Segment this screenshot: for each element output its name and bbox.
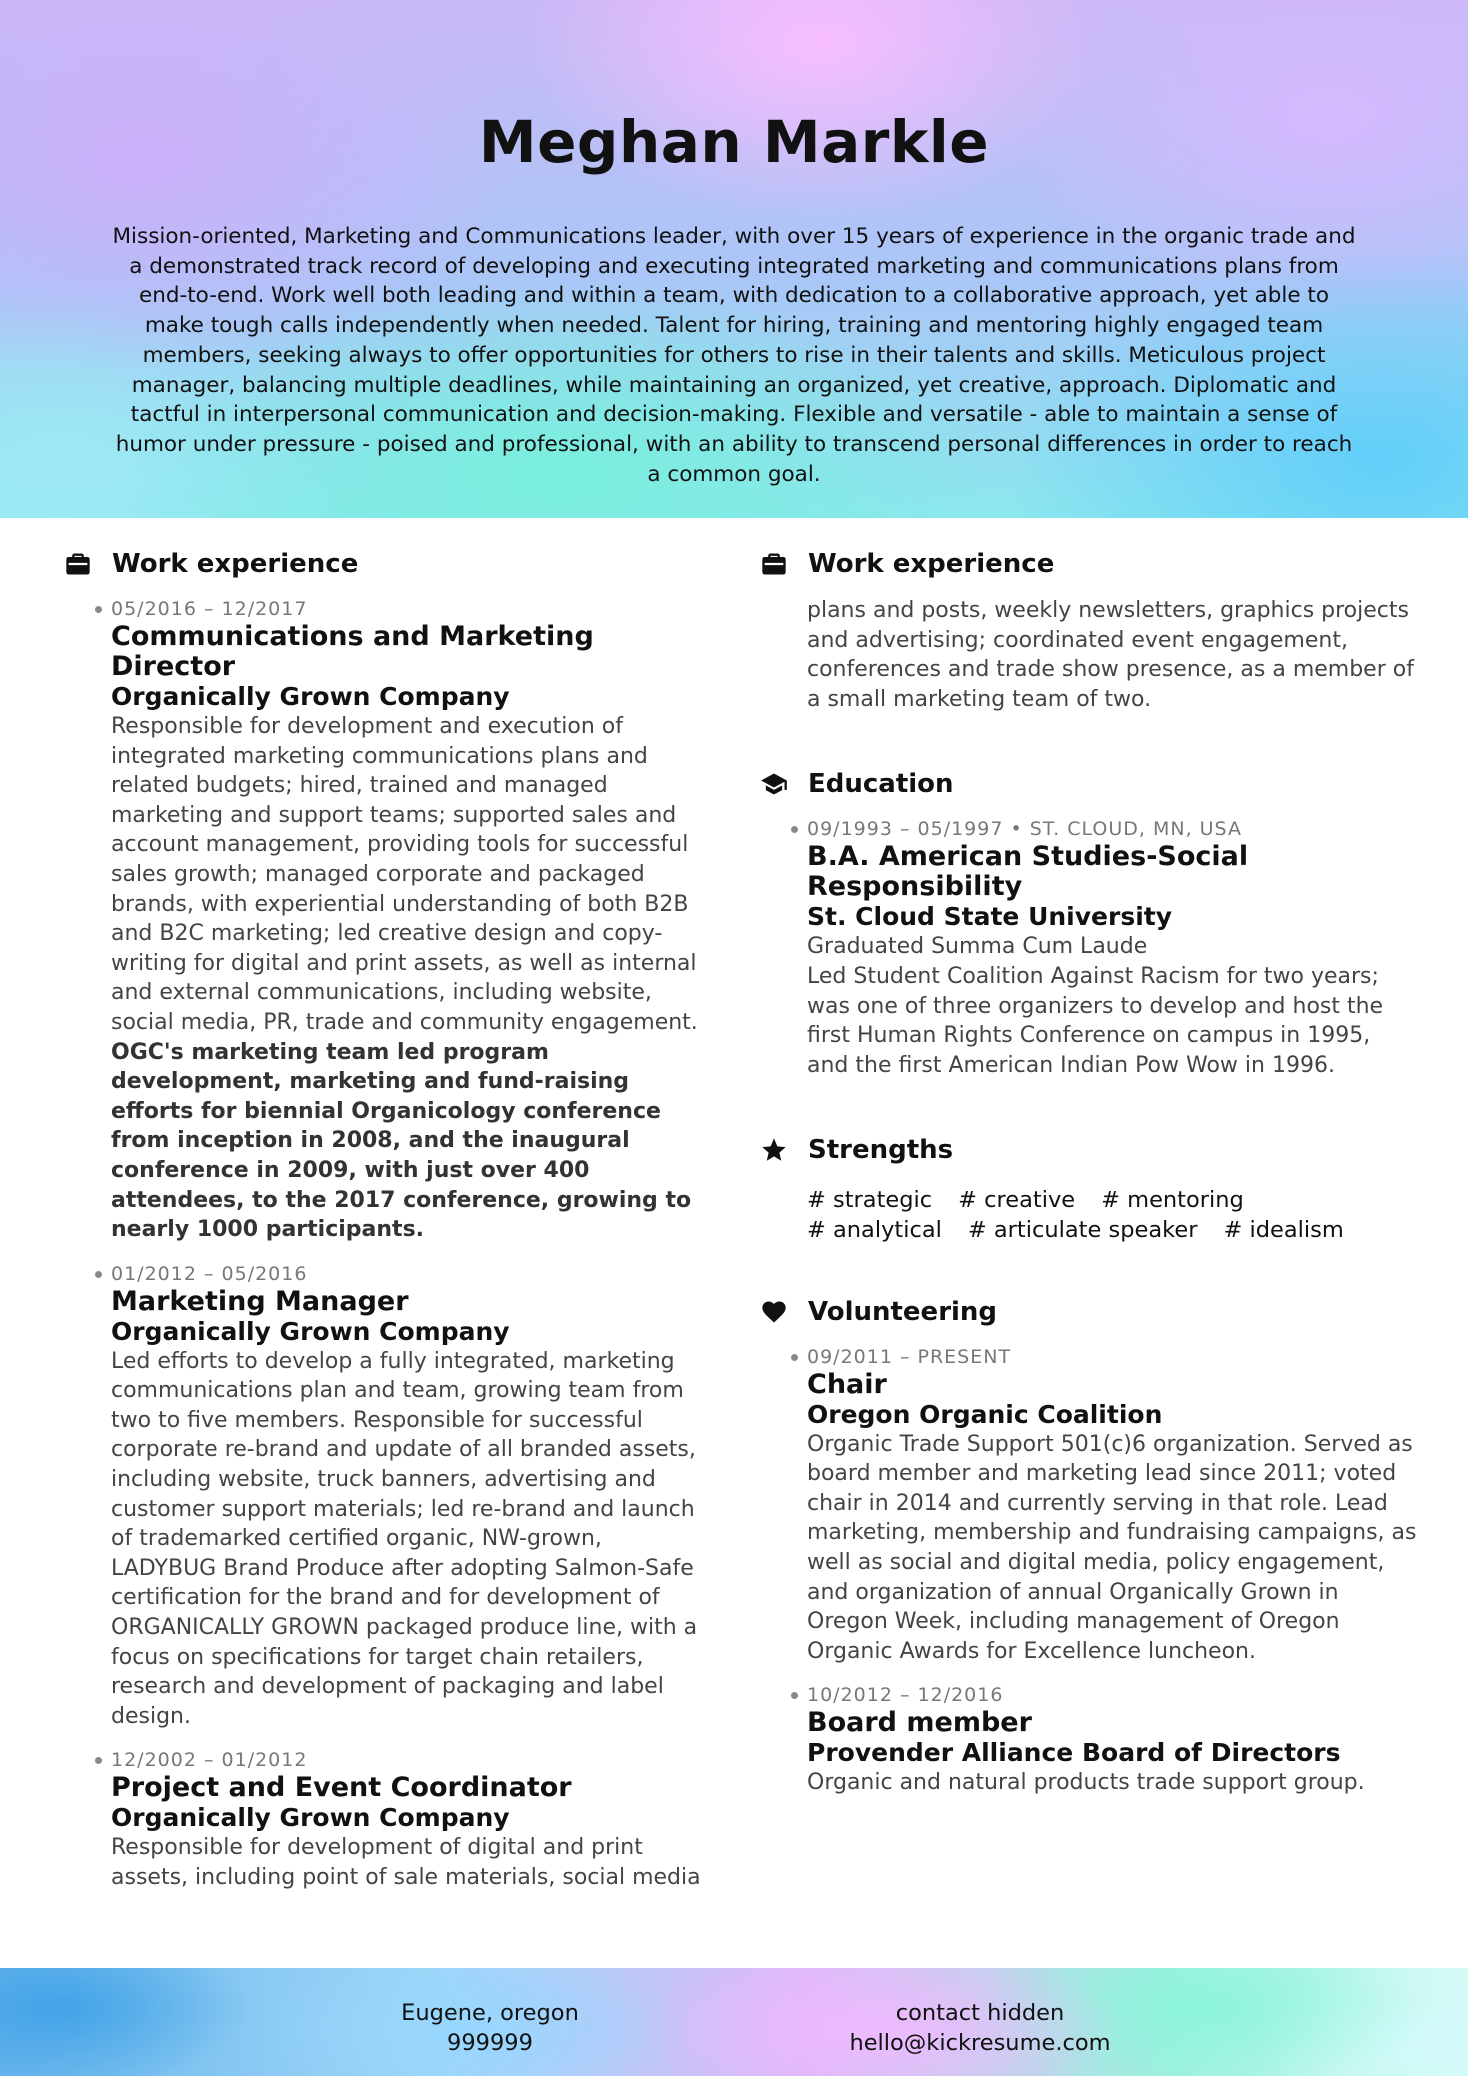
degree-title: B.A. American Studies-Social Responsibility (807, 841, 1249, 903)
resume-footer (0, 1968, 1468, 2076)
volunteering-entry (807, 1344, 1418, 1667)
star-icon (760, 1136, 788, 1164)
section-title: Work experience (112, 549, 359, 579)
left-column (62, 538, 702, 1893)
strength-tag: # idealism (1223, 1216, 1344, 1243)
job-highlight: OGC's marketing team led program development, marketing and fund-raising efforts for biennial Organicology conference from inception in 2008, and the inaugural conference in 2009, with just over 400 attendees, to the 2017 conference, growing to nearly 1000 participants. (111, 1039, 692, 1243)
contact-phone: contact hidden (895, 2000, 1065, 2026)
section-header (758, 1286, 1418, 1338)
strength-row (807, 1186, 1418, 1216)
briefcase-icon (64, 550, 92, 578)
entry-date: 05/2016 – 12/2017 (93, 596, 702, 622)
work-entry (111, 596, 702, 1245)
organization-name: Provender Alliance Board of Directors (807, 1738, 1341, 1768)
profile-summary: Mission-oriented, Marketing and Communications leader, with over 15 years of experience in the organic trade and a demonstrated track record of developing and executing integrated marketing and communications plans from end-to-end. Work well both leading and within a team, with dedication to a collaborative approach, yet able to make tough calls independently when needed. Talent for hiring, training and mentoring highly engaged team members, seeking always to offer opportunities for others to rise in their talents and skills. Meticulous project manager, balancing multiple deadlines, while maintaining an organized, yet creative, approach. Diplomatic and tactful in interpersonal communication and decision-making. Flexible and versatile - able to maintain a sense of humor under pressure - poised and professional, with an ability to transcend personal differences in order to reach a common goal. (112, 224, 1356, 487)
graduation-cap-icon (760, 770, 788, 798)
honors: Graduated Summa Cum Laude (807, 934, 1148, 960)
contact-info (820, 1998, 1140, 2058)
heart-icon (760, 1298, 788, 1326)
strength-tag: # strategic (807, 1187, 933, 1214)
section-title: Education (808, 769, 954, 800)
job-description: Responsible for development and execution of integrated marketing communications plans and related budgets; hired, trained and managed marketing and support teams; supported sales and account management, providing tools for successful sales growth; managed corporate and packaged brands, with experiential understanding of both B2B and B2C marketing; led creative design and copy-writing for digital and print assets, as well as internal and external communications, including website, social media, PR, trade and community engagement. (111, 714, 698, 1035)
role-description: Organic and natural products trade support group. (807, 1770, 1365, 1796)
education-description: Led Student Coalition Against Racism for two years; was one of three organizers to develop and host the first Human Rights Conference on campus in 1995, and the first American Indian Pow Wow in 1996. (807, 963, 1384, 1078)
work-experience-section (62, 538, 702, 1893)
education-section (758, 758, 1418, 1080)
work-experience-continued-section (758, 538, 1418, 714)
strength-tag: # analytical (807, 1216, 942, 1243)
entry-date: 09/2011 – PRESENT (789, 1344, 1418, 1370)
job-description: Responsible for development of digital and print assets, including point of sale materials, social media (111, 1835, 701, 1890)
company-name: Organically Grown Company (111, 1803, 510, 1833)
section-title: Volunteering (808, 1296, 998, 1327)
section-header (758, 1124, 1418, 1176)
strengths-section (758, 1124, 1418, 1245)
strength-tag: # mentoring (1101, 1187, 1244, 1214)
company-name: Organically Grown Company (111, 682, 510, 711)
job-description: plans and posts, weekly newsletters, graphics projects and advertising; coordinated event engagement, conferences and trade show presence, as a member of a small marketing team of two. (807, 598, 1414, 712)
work-entry (111, 1261, 702, 1732)
section-title: Strengths (808, 1135, 954, 1166)
strength-tags (807, 1186, 1418, 1245)
entry-date: 09/1993 – 05/1997 • ST. CLOUD, MN, USA (789, 816, 1418, 842)
job-title: Project and Event Coordinator (111, 1772, 572, 1804)
job-title: Marketing Manager (111, 1285, 409, 1317)
location: Eugene, oregon 999999 (401, 2000, 579, 2056)
role-title: Board member (807, 1707, 1032, 1739)
section-title: Work experience (808, 549, 1055, 579)
section-header (758, 538, 1418, 590)
job-description: Led efforts to develop a fully integrated, marketing communications plan and team, growing team from two to five members. Responsible for successful corporate re-brand and update of all branded assets, including website, truck banners, advertising and customer support materials; led re-brand and launch of trademarked certified organic, NW-grown, LADYBUG Brand Produce after adopting Salmon-Safe certification for the brand and for development of ORGANICALLY GROWN packaged produce line, with a focus on specifications for target chain retailers, research and development of packaging and label design. (111, 1348, 698, 1729)
section-header (758, 758, 1418, 810)
volunteering-section (758, 1286, 1418, 1798)
section-header (62, 538, 702, 590)
right-column (758, 538, 1418, 1798)
entry-date: 10/2012 – 12/2016 (789, 1682, 1418, 1708)
company-name: Organically Grown Company (111, 1316, 510, 1346)
briefcase-icon (760, 550, 788, 578)
role-description: Organic Trade Support 501(c)6 organization. Served as board member and marketing lead since 2011; voted chair in 2014 and currently serving in that role. Lead marketing, membership and fundraising campaigns, as well as social and digital media, policy engagement, and organization of annual Organically Grown in Oregon Week, including management of Oregon Organic Awards for Excellence luncheon. (807, 1431, 1417, 1664)
strength-tag: # articulate speaker (967, 1216, 1198, 1243)
role-title: Chair (807, 1368, 887, 1400)
entry-date: 01/2012 – 05/2016 (93, 1261, 702, 1287)
work-entry-continued (807, 596, 1418, 714)
candidate-name: Meghan Markle (478, 108, 990, 176)
education-entry (807, 816, 1418, 1080)
job-title: Communications and Marketing Director (111, 621, 594, 682)
strength-tag: # creative (958, 1187, 1076, 1214)
volunteering-entry (807, 1682, 1418, 1798)
organization-name: Oregon Organic Coalition (807, 1399, 1163, 1429)
resume-header (0, 0, 1468, 518)
contact-email[interactable]: hello@kickresume.com (849, 2030, 1111, 2056)
work-entry (111, 1747, 702, 1892)
school-name: St. Cloud State University (807, 902, 1173, 932)
strength-row (807, 1216, 1418, 1246)
entry-date: 12/2002 – 01/2012 (93, 1747, 702, 1773)
